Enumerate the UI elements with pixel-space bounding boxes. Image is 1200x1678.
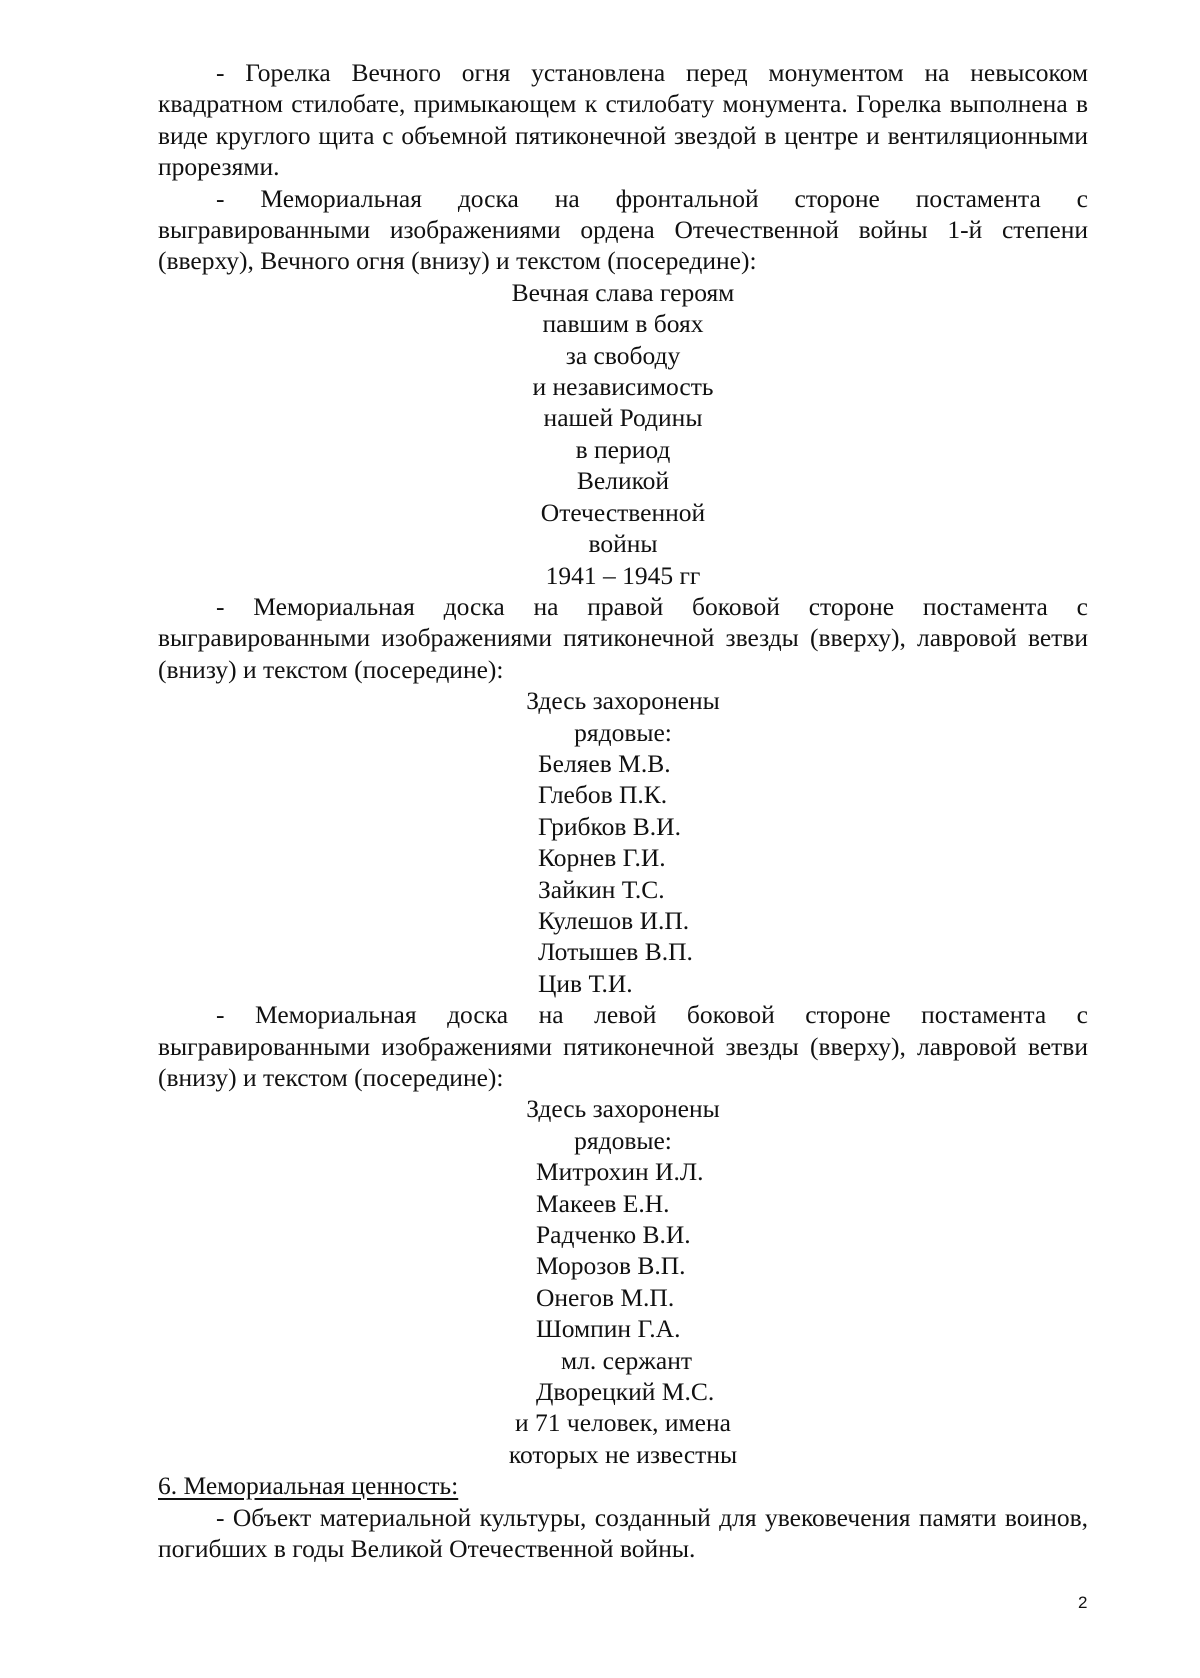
buried-name: Митрохин И.Л. (536, 1157, 704, 1187)
buried-name: Дворецкий М.С. (536, 1377, 715, 1407)
inscription-header: Здесь захоронены (526, 1094, 720, 1124)
buried-name: Зайкин Т.С. (538, 874, 665, 904)
paragraph-right-plaque: - Мемориальная доска на правой боковой стороне постамента с выгравированными изображениями пятиконечной звезды (вверху), лавровой ветви (внизу) и текстом (посередине): (158, 591, 1088, 684)
buried-name: Беляев М.В. (538, 748, 671, 778)
buried-name: Морозов В.П. (536, 1251, 686, 1281)
paragraph-front-plaque: - Мемориальная доска на фронтальной стороне постамента с выгравированными изображениями ордена Отечественной войны 1-й степени (вверху), Вечного огня (внизу) и текстом (посередине): (158, 183, 1088, 276)
page-number: 2 (1078, 1593, 1088, 1612)
inscription-footer: и 71 человек, имена (515, 1408, 731, 1438)
inscription-line: павшим в боях (542, 309, 704, 339)
buried-name: Шомпин Г.А. (536, 1314, 681, 1344)
paragraph-left-plaque: - Мемориальная доска на левой боковой стороне постамента с выгравированными изображениями пятиконечной звезды (вверху), лавровой ветви (внизу) и текстом (посередине): (158, 1000, 1088, 1092)
inscription-line: нашей Родины (543, 403, 703, 433)
paragraph-burner: - Горелка Вечного огня установлена перед монументом на невысоком квадратном стилобате, примыкающем к стилобату монумента. Горелка выполнена в виде круглого щита с объемной пятиконечной звездой в центре и вентиляционными прорезями. (158, 58, 1088, 182)
document-body (158, 57, 1088, 1565)
inscription-line: Вечная слава героям (511, 277, 735, 307)
left-plaque-inscription (158, 1093, 1088, 1470)
buried-name: Глебов П.К. (538, 780, 668, 810)
buried-name: Онегов М.П. (536, 1282, 675, 1312)
inscription-line: и независимость (532, 372, 714, 402)
inscription-line: в период (575, 434, 671, 464)
paragraph-memorial-value: - Объект материальной культуры, созданный для увековечения памяти воинов, погибших в годы Великой Отечественной войны. (158, 1502, 1088, 1564)
inscription-header: Здесь захоронены (526, 686, 720, 716)
rank-label: мл. сержант (561, 1345, 693, 1375)
inscription-line: за свободу (565, 340, 681, 370)
inscription-line: Великой (576, 466, 670, 496)
section-heading: 6. Мемориальная ценность: (158, 1471, 459, 1501)
inscription-header: рядовые: (574, 717, 672, 747)
inscription-line: 1941 – 1945 гг (545, 560, 701, 590)
buried-name: Корнев Г.И. (538, 843, 666, 873)
buried-name: Кулешов И.П. (538, 905, 690, 935)
right-plaque-inscription (158, 685, 1088, 999)
front-plaque-inscription (158, 277, 1088, 591)
buried-name: Макеев Е.Н. (536, 1188, 670, 1218)
inscription-line: Отечественной (540, 497, 706, 527)
inscription-line: войны (588, 529, 658, 559)
inscription-header: рядовые: (574, 1125, 672, 1155)
buried-name: Лотышев В.П. (538, 937, 693, 967)
inscription-footer: которых не известны (508, 1439, 738, 1469)
buried-name: Грибков В.И. (538, 811, 681, 841)
buried-name: Цив Т.И. (538, 968, 633, 998)
buried-name: Радченко В.И. (536, 1220, 691, 1250)
